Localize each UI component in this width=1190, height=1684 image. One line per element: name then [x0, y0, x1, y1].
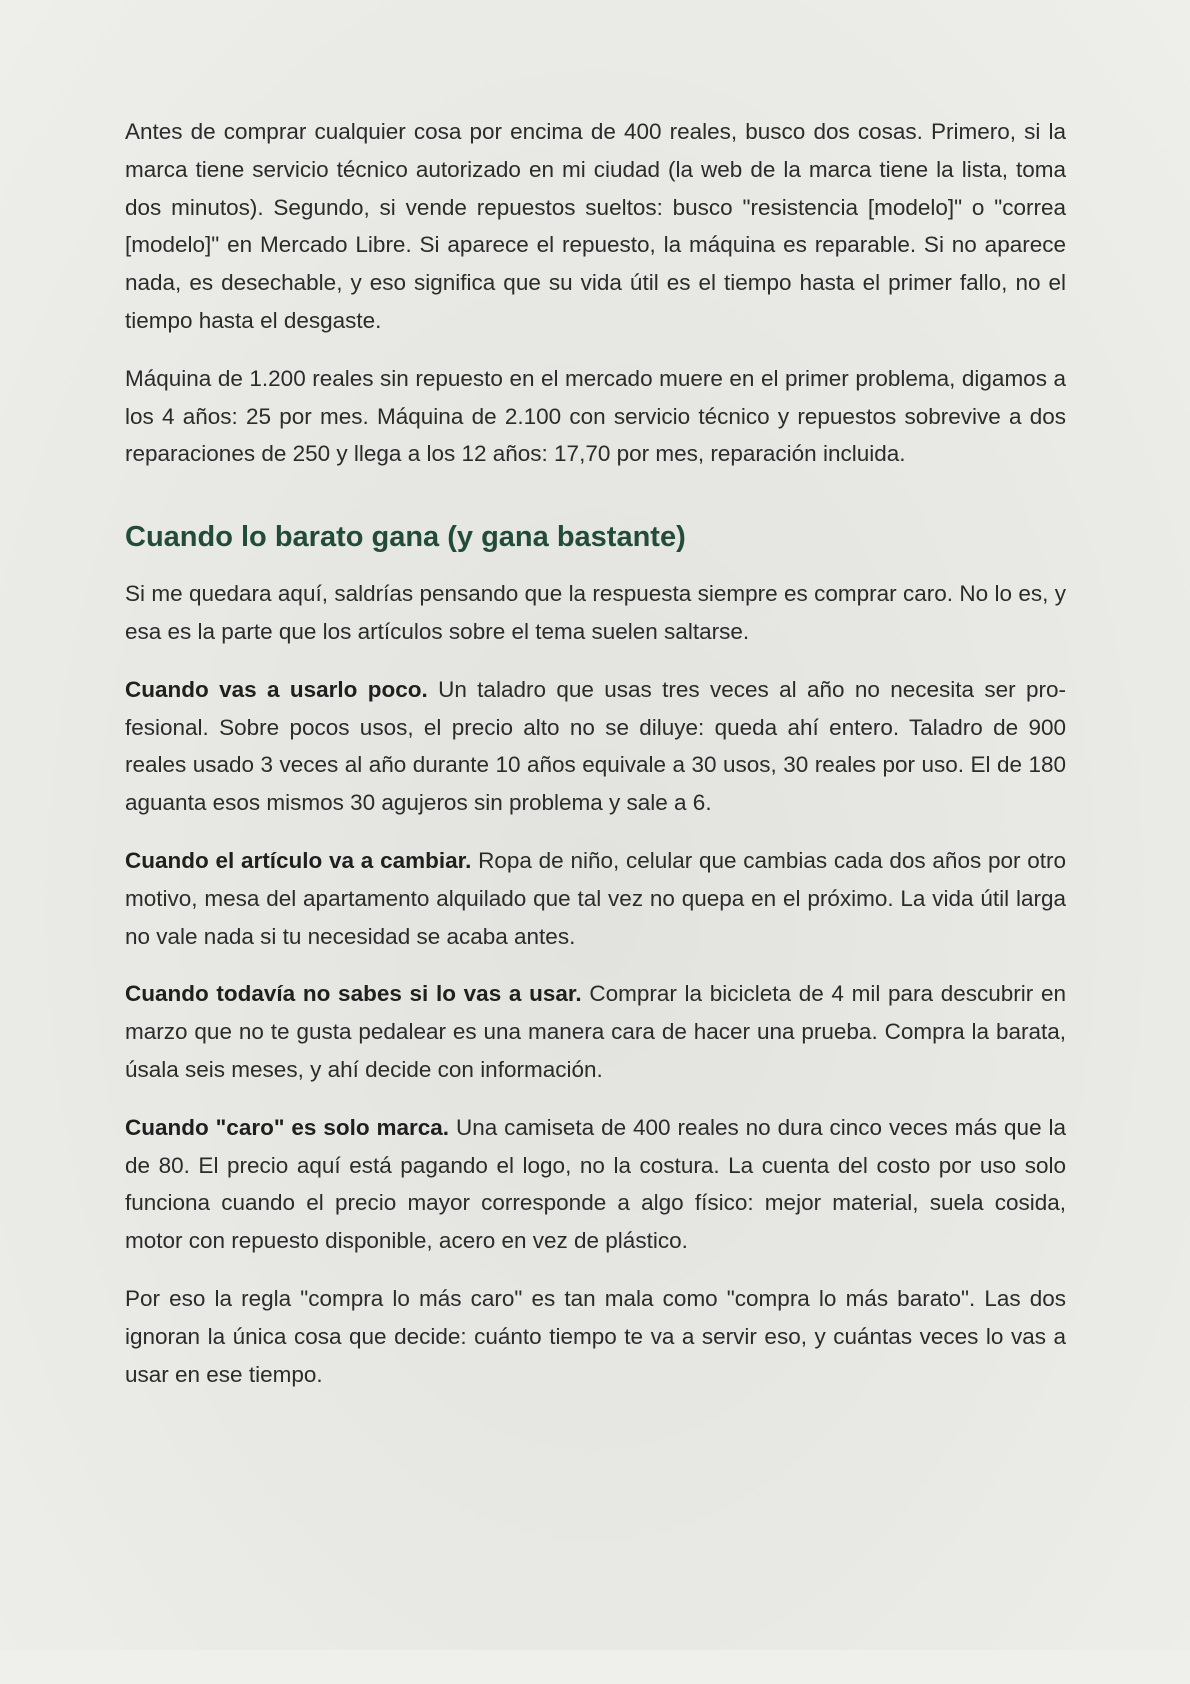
- case-lead: Cuando todavía no sabes si lo vas a usar.: [125, 981, 582, 1007]
- paragraph-cost-comparison: Máquina de 1.200 reales sin repuesto en el mercado muere en el primer problema, digamos a los 4 años: 25 por mes. Máquina de 2.100 con servicio técnico y repuestos sobrevive a dos reparaciones de 250 y llega a los 12 años: 17,70 por mes, reparación incluida.: [125, 365, 1066, 467]
- case-lead: Cuando el artículo va a cambiar.: [125, 847, 472, 873]
- case-text: Comprar la bicicleta de 4 mil para descubrir en marzo que no te gusta pedalear es una manera cara de hacer una prueba. Compra la barata, úsala seis meses, y ahí decide con información.: [125, 981, 1067, 1082]
- page-bottom-margin: [0, 1650, 1190, 1684]
- case-lead: Cuando vas a usarlo poco.: [125, 676, 428, 702]
- paragraph-case-low-use: [125, 671, 1066, 822]
- section-heading: Cuando lo barato gana (y gana bastante): [125, 521, 686, 554]
- case-text: Un taladro que usas tres veces al año no necesita ser profesional. Sobre pocos usos, el precio alto no se diluye: queda ahí entero. Taladro de 900 reales usado 3 veces al año durante 10 años equivale a 30 usos, 30 reales por uso. El de 180 aguanta esos mismos 30 agujeros sin problema y sale a 6.: [125, 676, 1066, 816]
- case-lead: Cuando "caro" es solo marca.: [125, 1114, 450, 1140]
- paragraph-intro: Si me quedara aquí, saldrías pensando que la respuesta siempre es comprar caro. No lo es, y esa es la parte que los artículos sobre el tema suelen saltarse.: [125, 581, 1066, 644]
- paragraph-case-brand-only: [125, 1109, 1066, 1260]
- case-text: Ropa de niño, celular que cambias cada dos años por otro motivo, mesa del apartamento alquilado que tal vez no quepa en el próximo. La vida útil larga no vale nada si tu necesidad se acaba antes.: [125, 847, 1066, 949]
- paragraph-closing: Por eso la regla "compra lo más caro" es tan mala como "compra lo más barato". Las dos ignoran la única cosa que decide: cuánto tiempo te va a servir eso, y cuántas veces lo vas a usar en ese tiempo.: [125, 1285, 1066, 1387]
- case-text: Una camiseta de 400 reales no dura cinco veces más que la de 80. El precio aquí está pagando el logo, no la costura. La cuenta del costo por uso solo funciona cuando el precio mayor corresponde a algo físico: mejor material, suela cosida, motor con repuesto disponible, acero en vez de plástico.: [125, 1114, 1066, 1254]
- paragraph-case-will-change: [125, 842, 1066, 955]
- paragraph-repair-check: Antes de comprar cualquier cosa por encima de 400 reales, busco dos cosas. Primero, si la marca tiene servicio técnico autorizado en mi ciudad (la web de la marca tiene la lista, toma dos minutos). Segundo, si vende repuestos sueltos: busco "resistencia [modelo]" o "correa [modelo]" en Mercado Libre. Si aparece el repuesto, la máquina es reparable. Si no aparece nada, es desechable, y eso significa que su vida útil es el tiempo hasta el primer fallo, no el tiempo hasta el desgaste.: [125, 119, 1066, 333]
- paragraph-case-unsure: [125, 975, 1066, 1088]
